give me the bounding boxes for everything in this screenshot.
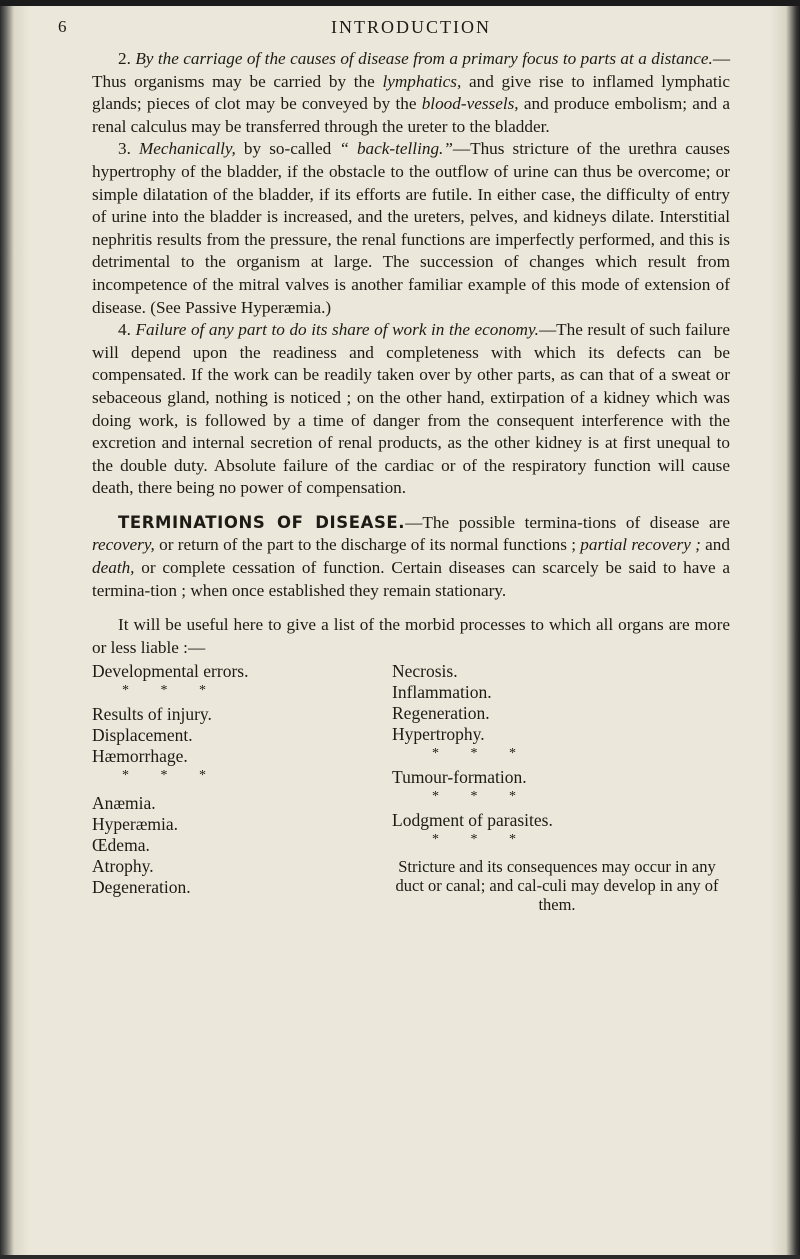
list-item: Hypertrophy. [392, 724, 485, 745]
paragraph-terminations [92, 512, 730, 602]
text: or complete cessation of function. Certain diseases can scarcely be said to have a termina-tion ; when once established they remain stationary. [92, 558, 730, 600]
asterism: * * * [122, 683, 220, 699]
list-item: Displacement. [92, 725, 193, 746]
italic-term: recovery, [92, 535, 155, 555]
spacer [92, 500, 730, 512]
item-heading: Mechanically, [138, 139, 236, 159]
spacer [92, 602, 730, 614]
list-column-right [392, 661, 722, 914]
page-top-edge [0, 0, 800, 6]
asterism: * * * [432, 789, 530, 805]
item-heading: Failure of any part to do its share of work in the economy. [135, 320, 539, 340]
section-heading: TERMINATIONS OF DISEASE. [118, 512, 406, 532]
italic-term: “ back-telling.” [339, 139, 453, 159]
list-column-left [92, 661, 322, 898]
paragraph-4 [92, 319, 730, 500]
list-item: Results of injury. [92, 704, 212, 725]
paragraph-intro: It will be useful here to give a list of the morbid processes to which all organs are more or less liable :— [92, 615, 730, 657]
italic-term: blood-vessels, [421, 94, 519, 114]
running-head [58, 16, 730, 42]
running-title: INTRODUCTION [331, 17, 491, 37]
page-number: 6 [58, 17, 67, 36]
paragraph-2 [92, 48, 730, 138]
paragraph-3 [92, 138, 730, 319]
asterism: * * * [432, 746, 530, 762]
text: and [700, 535, 730, 555]
list-item: Hyperæmia. [92, 814, 179, 835]
stricture-note: Stricture and its consequences may occur in any duct or canal; and cal-culi may develop in any of them. [395, 857, 719, 915]
asterism: * * * [122, 768, 220, 784]
text: —The possible termina-tions of disease are [405, 512, 730, 532]
item-heading: By the carriage of the causes of disease from a primary focus to parts at a distance. [135, 49, 713, 68]
page-content [58, 16, 730, 1041]
morbid-processes-list [92, 661, 730, 1041]
list-item: Inflammation. [392, 682, 492, 703]
asterism: * * * [432, 832, 530, 848]
italic-term: lymphatics, [382, 71, 462, 91]
list-item: Anæmia. [92, 793, 156, 814]
list-item: Regeneration. [392, 703, 490, 724]
page-bottom-edge [0, 1255, 800, 1259]
list-item: Developmental errors. [92, 661, 249, 682]
list-item: Atrophy. [92, 856, 154, 877]
text: or return of the part to the discharge of its normal functions ; [154, 535, 581, 555]
list-item: Necrosis. [392, 661, 458, 682]
list-item: Lodgment of parasites. [392, 810, 553, 831]
text: —Thus stricture of the urethra causes hypertrophy of the bladder, if the obstacle to the outflow of urine can thus be overcome; or simple dilatation of the bladder, if its efforts are futile. In either case, the difficulty of entry of urine into the bladder is increased, and the ureters, pelves, and kidneys dilate. Interstitial nephritis results from the pressure, the renal functions are imperfectly performed, and this is detrimental to the organism at large. The succession of changes which result from incompetence of the mitral valves is another familiar example of this mode of extension of disease. (See Passive Hyperæmia.) [92, 139, 730, 317]
item-number: 3. [118, 139, 139, 159]
list-item: Tumour-formation. [392, 767, 527, 788]
italic-term: partial recovery ; [580, 535, 701, 555]
text: and give rise to inflamed lymphatic glands; pieces of clot may be conveyed by the [92, 71, 730, 114]
list-item: Œdema. [92, 835, 150, 856]
list-item: Hæmorrhage. [92, 746, 188, 767]
italic-term: death, [92, 558, 135, 578]
item-number: 2. [118, 49, 136, 68]
text: —Thus organisms may be carried by the [92, 49, 730, 91]
text: by so-called [235, 139, 340, 159]
text: —The result of such failure will depend upon the readiness and completeness with which its defects can be compensated. If the work can be readily taken over by other parts, as can that of a sweat or sebaceous gland, nothing is noticed ; on the other hand, extirpation of a kidney which was doing work, is followed by a time of danger from the consequent interference with the excretion and internal secretion of renal products, as the other kidney is at first unequal to the double duty. Absolute failure of the cardiac or of the respiratory function will cause death, there being no power of compensation. [92, 320, 730, 498]
list-item: Degeneration. [92, 877, 191, 898]
text: and produce embolism; and a renal calculus may be transferred through the ureter to the bladder. [92, 94, 730, 136]
item-number: 4. [118, 320, 136, 340]
